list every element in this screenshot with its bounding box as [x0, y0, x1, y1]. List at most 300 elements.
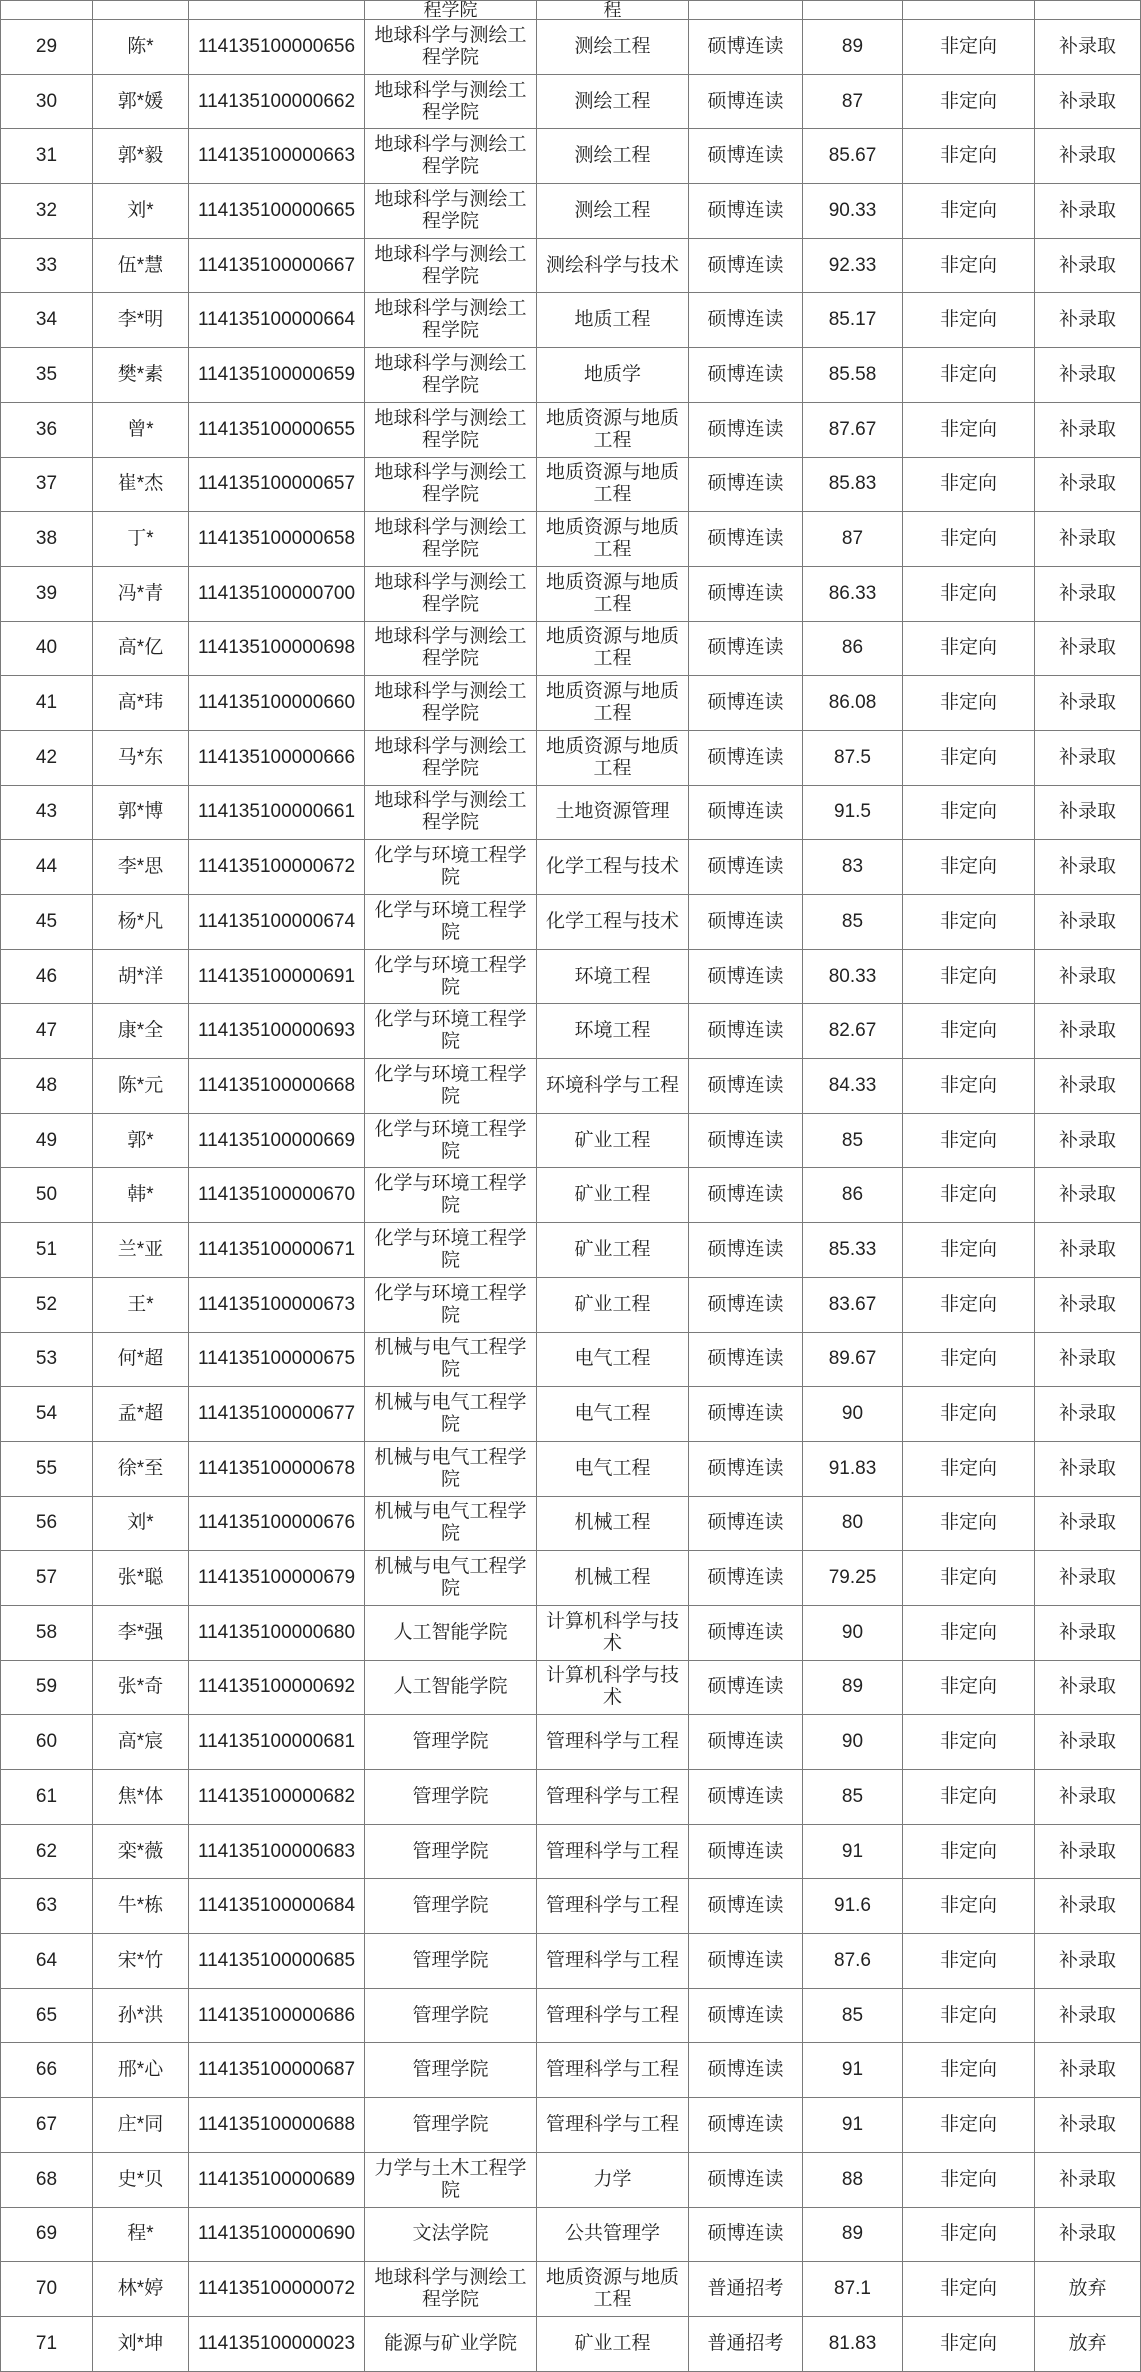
college-cell: 机械与电气工程学院 — [365, 1332, 537, 1387]
status-cell: 补录取 — [1035, 1113, 1141, 1168]
row-number-cell: 47 — [1, 1004, 93, 1059]
enrollment-type-cell: 硕博连读 — [689, 730, 803, 785]
college-cell: 地球科学与测绘工程学院 — [365, 457, 537, 512]
exam-id-cell: 114135100000680 — [189, 1605, 365, 1660]
plan-type-cell: 非定向 — [903, 895, 1035, 950]
name-cell: 高*宸 — [93, 1715, 189, 1770]
enrollment-type-cell: 硕博连读 — [689, 785, 803, 840]
score-cell: 86.33 — [803, 566, 903, 621]
row-number-cell: 56 — [1, 1496, 93, 1551]
score-cell: 81.83 — [803, 2316, 903, 2371]
name-cell: 韩* — [93, 1168, 189, 1223]
exam-id-cell: 114135100000656 — [189, 20, 365, 75]
college-cell: 地球科学与测绘工程学院 — [365, 20, 537, 75]
plan-type-cell: 非定向 — [903, 1770, 1035, 1825]
table-row — [1, 1332, 1141, 1387]
name-cell: 孟*超 — [93, 1387, 189, 1442]
row-number-cell: 33 — [1, 238, 93, 293]
status-cell: 补录取 — [1035, 1824, 1141, 1879]
table-row — [1, 785, 1141, 840]
enrollment-type-cell: 硕博连读 — [689, 2098, 803, 2153]
enrollment-type-cell: 硕博连读 — [689, 1496, 803, 1551]
plan-type-cell: 非定向 — [903, 1605, 1035, 1660]
enrollment-type-cell: 硕博连读 — [689, 1660, 803, 1715]
major-cell: 机械工程 — [537, 1496, 689, 1551]
score-cell: 88 — [803, 2152, 903, 2207]
major-cell: 测绘工程 — [537, 74, 689, 129]
status-cell: 补录取 — [1035, 402, 1141, 457]
row-number-cell: 64 — [1, 1934, 93, 1989]
name-cell: 郭*博 — [93, 785, 189, 840]
enrollment-type-cell: 硕博连读 — [689, 840, 803, 895]
major-cell: 地质资源与地质工程 — [537, 402, 689, 457]
row-number-cell: 60 — [1, 1715, 93, 1770]
status-cell: 补录取 — [1035, 238, 1141, 293]
name-cell: 何*超 — [93, 1332, 189, 1387]
major-cell: 地质资源与地质工程 — [537, 621, 689, 676]
status-cell: 补录取 — [1035, 129, 1141, 184]
score-cell: 91 — [803, 2098, 903, 2153]
name-cell: 康*全 — [93, 1004, 189, 1059]
row-number-cell: 46 — [1, 949, 93, 1004]
table-row — [1, 895, 1141, 950]
plan-type-cell: 非定向 — [903, 785, 1035, 840]
name-cell: 曾* — [93, 402, 189, 457]
plan-type-cell: 非定向 — [903, 2152, 1035, 2207]
status-cell: 补录取 — [1035, 1277, 1141, 1332]
college-cell: 程学院 — [365, 1, 537, 20]
status-cell: 补录取 — [1035, 1988, 1141, 2043]
name-cell: 李*明 — [93, 293, 189, 348]
score-cell — [803, 1, 903, 20]
row-number-cell: 45 — [1, 895, 93, 950]
status-cell: 补录取 — [1035, 20, 1141, 75]
exam-id-cell: 114135100000655 — [189, 402, 365, 457]
name-cell: 刘*坤 — [93, 2316, 189, 2371]
college-cell: 化学与环境工程学院 — [365, 1168, 537, 1223]
score-cell: 85.17 — [803, 293, 903, 348]
row-number-cell: 59 — [1, 1660, 93, 1715]
name-cell: 林*婷 — [93, 2262, 189, 2317]
table-row — [1, 1605, 1141, 1660]
exam-id-cell: 114135100000698 — [189, 621, 365, 676]
major-cell: 环境科学与工程 — [537, 1059, 689, 1114]
major-cell: 地质资源与地质工程 — [537, 730, 689, 785]
name-cell: 李*思 — [93, 840, 189, 895]
status-cell: 补录取 — [1035, 2043, 1141, 2098]
status-cell: 补录取 — [1035, 949, 1141, 1004]
major-cell: 测绘工程 — [537, 129, 689, 184]
major-cell: 矿业工程 — [537, 1168, 689, 1223]
status-cell: 补录取 — [1035, 730, 1141, 785]
row-number-cell: 37 — [1, 457, 93, 512]
score-cell: 87.67 — [803, 402, 903, 457]
row-number-cell: 54 — [1, 1387, 93, 1442]
status-cell: 补录取 — [1035, 1934, 1141, 1989]
score-cell: 89 — [803, 2207, 903, 2262]
exam-id-cell: 114135100000700 — [189, 566, 365, 621]
major-cell: 管理科学与工程 — [537, 1770, 689, 1825]
status-cell: 补录取 — [1035, 2098, 1141, 2153]
row-number-cell: 34 — [1, 293, 93, 348]
score-cell: 84.33 — [803, 1059, 903, 1114]
row-number-cell: 48 — [1, 1059, 93, 1114]
major-cell: 测绘工程 — [537, 184, 689, 239]
name-cell: 郭* — [93, 1113, 189, 1168]
name-cell: 张*奇 — [93, 1660, 189, 1715]
major-cell: 管理科学与工程 — [537, 1824, 689, 1879]
name-cell: 陈* — [93, 20, 189, 75]
row-number-cell: 49 — [1, 1113, 93, 1168]
plan-type-cell: 非定向 — [903, 1934, 1035, 1989]
table-row — [1, 2207, 1141, 2262]
score-cell: 87.5 — [803, 730, 903, 785]
row-number-cell: 57 — [1, 1551, 93, 1606]
exam-id-cell: 114135100000658 — [189, 512, 365, 567]
enrollment-type-cell: 硕博连读 — [689, 512, 803, 567]
plan-type-cell: 非定向 — [903, 1441, 1035, 1496]
plan-type-cell: 非定向 — [903, 1277, 1035, 1332]
major-cell: 程 — [537, 1, 689, 20]
score-cell: 90.33 — [803, 184, 903, 239]
plan-type-cell: 非定向 — [903, 1715, 1035, 1770]
table-row — [1, 2262, 1141, 2317]
college-cell: 管理学院 — [365, 1879, 537, 1934]
table-row — [1, 1168, 1141, 1223]
enrollment-type-cell: 硕博连读 — [689, 238, 803, 293]
name-cell: 宋*竹 — [93, 1934, 189, 1989]
exam-id-cell: 114135100000659 — [189, 348, 365, 403]
name-cell: 焦*体 — [93, 1770, 189, 1825]
college-cell: 地球科学与测绘工程学院 — [365, 129, 537, 184]
exam-id-cell: 114135100000664 — [189, 293, 365, 348]
name-cell: 史*贝 — [93, 2152, 189, 2207]
plan-type-cell: 非定向 — [903, 1660, 1035, 1715]
plan-type-cell: 非定向 — [903, 2098, 1035, 2153]
enrollment-type-cell: 硕博连读 — [689, 184, 803, 239]
name-cell: 胡*洋 — [93, 949, 189, 1004]
exam-id-cell — [189, 1, 365, 20]
enrollment-type-cell: 硕博连读 — [689, 1168, 803, 1223]
exam-id-cell: 114135100000684 — [189, 1879, 365, 1934]
major-cell: 管理科学与工程 — [537, 2098, 689, 2153]
table-row — [1, 1988, 1141, 2043]
college-cell: 地球科学与测绘工程学院 — [365, 74, 537, 129]
status-cell: 补录取 — [1035, 1770, 1141, 1825]
plan-type-cell: 非定向 — [903, 1551, 1035, 1606]
plan-type-cell: 非定向 — [903, 1879, 1035, 1934]
enrollment-type-cell: 硕博连读 — [689, 74, 803, 129]
enrollment-type-cell: 硕博连读 — [689, 1223, 803, 1278]
plan-type-cell: 非定向 — [903, 1824, 1035, 1879]
college-cell: 地球科学与测绘工程学院 — [365, 238, 537, 293]
exam-id-cell: 114135100000682 — [189, 1770, 365, 1825]
score-cell: 86 — [803, 621, 903, 676]
enrollment-type-cell: 硕博连读 — [689, 1879, 803, 1934]
status-cell: 补录取 — [1035, 566, 1141, 621]
enrollment-type-cell: 硕博连读 — [689, 1441, 803, 1496]
table-row — [1, 293, 1141, 348]
major-cell: 管理科学与工程 — [537, 2043, 689, 2098]
plan-type-cell — [903, 1, 1035, 20]
plan-type-cell: 非定向 — [903, 676, 1035, 731]
college-cell: 管理学院 — [365, 1934, 537, 1989]
enrollment-type-cell: 硕博连读 — [689, 2043, 803, 2098]
exam-id-cell: 114135100000668 — [189, 1059, 365, 1114]
enrollment-type-cell: 硕博连读 — [689, 1934, 803, 1989]
score-cell: 86.08 — [803, 676, 903, 731]
row-number-cell: 39 — [1, 566, 93, 621]
college-cell: 地球科学与测绘工程学院 — [365, 293, 537, 348]
status-cell: 补录取 — [1035, 1387, 1141, 1442]
score-cell: 91.83 — [803, 1441, 903, 1496]
plan-type-cell: 非定向 — [903, 840, 1035, 895]
row-number-cell: 55 — [1, 1441, 93, 1496]
plan-type-cell: 非定向 — [903, 949, 1035, 1004]
name-cell: 王* — [93, 1277, 189, 1332]
name-cell: 栾*薇 — [93, 1824, 189, 1879]
major-cell: 环境工程 — [537, 949, 689, 1004]
score-cell: 89 — [803, 20, 903, 75]
score-cell: 91.5 — [803, 785, 903, 840]
college-cell: 机械与电气工程学院 — [365, 1441, 537, 1496]
table-row — [1, 238, 1141, 293]
college-cell: 机械与电气工程学院 — [365, 1551, 537, 1606]
major-cell: 矿业工程 — [537, 2316, 689, 2371]
college-cell: 管理学院 — [365, 1824, 537, 1879]
college-cell: 地球科学与测绘工程学院 — [365, 348, 537, 403]
exam-id-cell: 114135100000693 — [189, 1004, 365, 1059]
status-cell: 补录取 — [1035, 348, 1141, 403]
enrollment-type-cell: 硕博连读 — [689, 1332, 803, 1387]
enrollment-type-cell: 硕博连读 — [689, 1004, 803, 1059]
plan-type-cell: 非定向 — [903, 457, 1035, 512]
college-cell: 管理学院 — [365, 2098, 537, 2153]
name-cell: 高*玮 — [93, 676, 189, 731]
score-cell: 91.6 — [803, 1879, 903, 1934]
score-cell: 85 — [803, 895, 903, 950]
table-row — [1, 2316, 1141, 2371]
row-number-cell: 58 — [1, 1605, 93, 1660]
major-cell: 地质学 — [537, 348, 689, 403]
table-row — [1, 1113, 1141, 1168]
enrollment-type-cell: 普通招考 — [689, 2262, 803, 2317]
exam-id-cell: 114135100000681 — [189, 1715, 365, 1770]
plan-type-cell: 非定向 — [903, 184, 1035, 239]
status-cell: 补录取 — [1035, 1332, 1141, 1387]
exam-id-cell: 114135100000657 — [189, 457, 365, 512]
score-cell: 86 — [803, 1168, 903, 1223]
row-number-cell: 67 — [1, 2098, 93, 2153]
table-row — [1, 2098, 1141, 2153]
table-row — [1, 1770, 1141, 1825]
name-cell: 牛*栋 — [93, 1879, 189, 1934]
exam-id-cell: 114135100000669 — [189, 1113, 365, 1168]
table-row — [1, 621, 1141, 676]
row-number-cell: 52 — [1, 1277, 93, 1332]
name-cell: 冯*青 — [93, 566, 189, 621]
status-cell: 补录取 — [1035, 1496, 1141, 1551]
college-cell: 能源与矿业学院 — [365, 2316, 537, 2371]
exam-id-cell: 114135100000690 — [189, 2207, 365, 2262]
row-number-cell: 66 — [1, 2043, 93, 2098]
status-cell: 补录取 — [1035, 2207, 1141, 2262]
college-cell: 地球科学与测绘工程学院 — [365, 184, 537, 239]
table-row — [1, 457, 1141, 512]
exam-id-cell: 114135100000673 — [189, 1277, 365, 1332]
score-cell: 90 — [803, 1715, 903, 1770]
score-cell: 90 — [803, 1605, 903, 1660]
college-cell: 化学与环境工程学院 — [365, 949, 537, 1004]
row-number-cell — [1, 1, 93, 20]
row-number-cell: 38 — [1, 512, 93, 567]
name-cell: 马*东 — [93, 730, 189, 785]
exam-id-cell: 114135100000678 — [189, 1441, 365, 1496]
name-cell — [93, 1, 189, 20]
plan-type-cell: 非定向 — [903, 2262, 1035, 2317]
name-cell: 刘* — [93, 184, 189, 239]
table-row — [1, 2043, 1141, 2098]
score-cell: 79.25 — [803, 1551, 903, 1606]
plan-type-cell: 非定向 — [903, 293, 1035, 348]
table-row — [1, 1223, 1141, 1278]
major-cell: 矿业工程 — [537, 1277, 689, 1332]
table-row — [1, 74, 1141, 129]
score-cell: 87.1 — [803, 2262, 903, 2317]
exam-id-cell: 114135100000666 — [189, 730, 365, 785]
major-cell: 管理科学与工程 — [537, 1715, 689, 1770]
name-cell: 程* — [93, 2207, 189, 2262]
major-cell: 机械工程 — [537, 1551, 689, 1606]
table-row — [1, 1551, 1141, 1606]
major-cell: 地质工程 — [537, 293, 689, 348]
exam-id-cell: 114135100000072 — [189, 2262, 365, 2317]
plan-type-cell: 非定向 — [903, 1113, 1035, 1168]
plan-type-cell: 非定向 — [903, 621, 1035, 676]
enrollment-type-cell: 硕博连读 — [689, 348, 803, 403]
college-cell: 机械与电气工程学院 — [365, 1496, 537, 1551]
college-cell: 化学与环境工程学院 — [365, 1277, 537, 1332]
table-row — [1, 676, 1141, 731]
college-cell: 力学与土木工程学院 — [365, 2152, 537, 2207]
table-row — [1, 1277, 1141, 1332]
college-cell: 人工智能学院 — [365, 1605, 537, 1660]
row-number-cell: 36 — [1, 402, 93, 457]
row-number-cell: 44 — [1, 840, 93, 895]
exam-id-cell: 114135100000683 — [189, 1824, 365, 1879]
enrollment-type-cell: 硕博连读 — [689, 1824, 803, 1879]
status-cell: 补录取 — [1035, 1551, 1141, 1606]
table-row — [1, 1934, 1141, 1989]
score-cell: 91 — [803, 1824, 903, 1879]
exam-id-cell: 114135100000688 — [189, 2098, 365, 2153]
row-number-cell: 53 — [1, 1332, 93, 1387]
college-cell: 管理学院 — [365, 1715, 537, 1770]
plan-type-cell: 非定向 — [903, 348, 1035, 403]
major-cell: 地质资源与地质工程 — [537, 676, 689, 731]
exam-id-cell: 114135100000691 — [189, 949, 365, 1004]
plan-type-cell: 非定向 — [903, 2207, 1035, 2262]
table-body — [1, 1, 1141, 2372]
score-cell: 91 — [803, 2043, 903, 2098]
score-cell: 85 — [803, 1770, 903, 1825]
enrollment-type-cell: 普通招考 — [689, 2316, 803, 2371]
college-cell: 地球科学与测绘工程学院 — [365, 730, 537, 785]
exam-id-cell: 114135100000677 — [189, 1387, 365, 1442]
college-cell: 化学与环境工程学院 — [365, 1059, 537, 1114]
enrollment-type-cell: 硕博连读 — [689, 2152, 803, 2207]
status-cell: 补录取 — [1035, 2152, 1141, 2207]
status-cell — [1035, 1, 1141, 20]
enrollment-type-cell: 硕博连读 — [689, 1770, 803, 1825]
name-cell: 郭*毅 — [93, 129, 189, 184]
college-cell: 地球科学与测绘工程学院 — [365, 402, 537, 457]
table-row — [1, 840, 1141, 895]
plan-type-cell: 非定向 — [903, 402, 1035, 457]
status-cell: 补录取 — [1035, 1879, 1141, 1934]
row-number-cell: 32 — [1, 184, 93, 239]
name-cell: 丁* — [93, 512, 189, 567]
score-cell: 89.67 — [803, 1332, 903, 1387]
table-row — [1, 1660, 1141, 1715]
college-cell: 地球科学与测绘工程学院 — [365, 621, 537, 676]
score-cell: 85.83 — [803, 457, 903, 512]
table-row — [1, 402, 1141, 457]
exam-id-cell: 114135100000665 — [189, 184, 365, 239]
score-cell: 87 — [803, 74, 903, 129]
table-row — [1, 1441, 1141, 1496]
exam-id-cell: 114135100000671 — [189, 1223, 365, 1278]
name-cell: 张*聪 — [93, 1551, 189, 1606]
status-cell: 补录取 — [1035, 1004, 1141, 1059]
status-cell: 补录取 — [1035, 785, 1141, 840]
exam-id-cell: 114135100000679 — [189, 1551, 365, 1606]
plan-type-cell: 非定向 — [903, 74, 1035, 129]
college-cell: 化学与环境工程学院 — [365, 1223, 537, 1278]
major-cell: 矿业工程 — [537, 1113, 689, 1168]
row-number-cell: 29 — [1, 20, 93, 75]
score-cell: 85.58 — [803, 348, 903, 403]
plan-type-cell: 非定向 — [903, 1496, 1035, 1551]
plan-type-cell: 非定向 — [903, 1223, 1035, 1278]
exam-id-cell: 114135100000676 — [189, 1496, 365, 1551]
row-number-cell: 40 — [1, 621, 93, 676]
major-cell: 矿业工程 — [537, 1223, 689, 1278]
exam-id-cell: 114135100000675 — [189, 1332, 365, 1387]
college-cell: 管理学院 — [365, 1988, 537, 2043]
status-cell: 补录取 — [1035, 512, 1141, 567]
table-row — [1, 949, 1141, 1004]
score-cell: 89 — [803, 1660, 903, 1715]
table-row — [1, 348, 1141, 403]
table-row — [1, 1004, 1141, 1059]
status-cell: 补录取 — [1035, 184, 1141, 239]
enrollment-type-cell: 硕博连读 — [689, 293, 803, 348]
score-cell: 87 — [803, 512, 903, 567]
exam-id-cell: 114135100000023 — [189, 2316, 365, 2371]
plan-type-cell: 非定向 — [903, 512, 1035, 567]
major-cell: 环境工程 — [537, 1004, 689, 1059]
plan-type-cell: 非定向 — [903, 2316, 1035, 2371]
status-cell: 补录取 — [1035, 457, 1141, 512]
row-number-cell: 63 — [1, 1879, 93, 1934]
status-cell: 放弃 — [1035, 2316, 1141, 2371]
major-cell: 化学工程与技术 — [537, 840, 689, 895]
enrollment-type-cell — [689, 1, 803, 20]
row-number-cell: 61 — [1, 1770, 93, 1825]
plan-type-cell: 非定向 — [903, 238, 1035, 293]
status-cell: 补录取 — [1035, 895, 1141, 950]
